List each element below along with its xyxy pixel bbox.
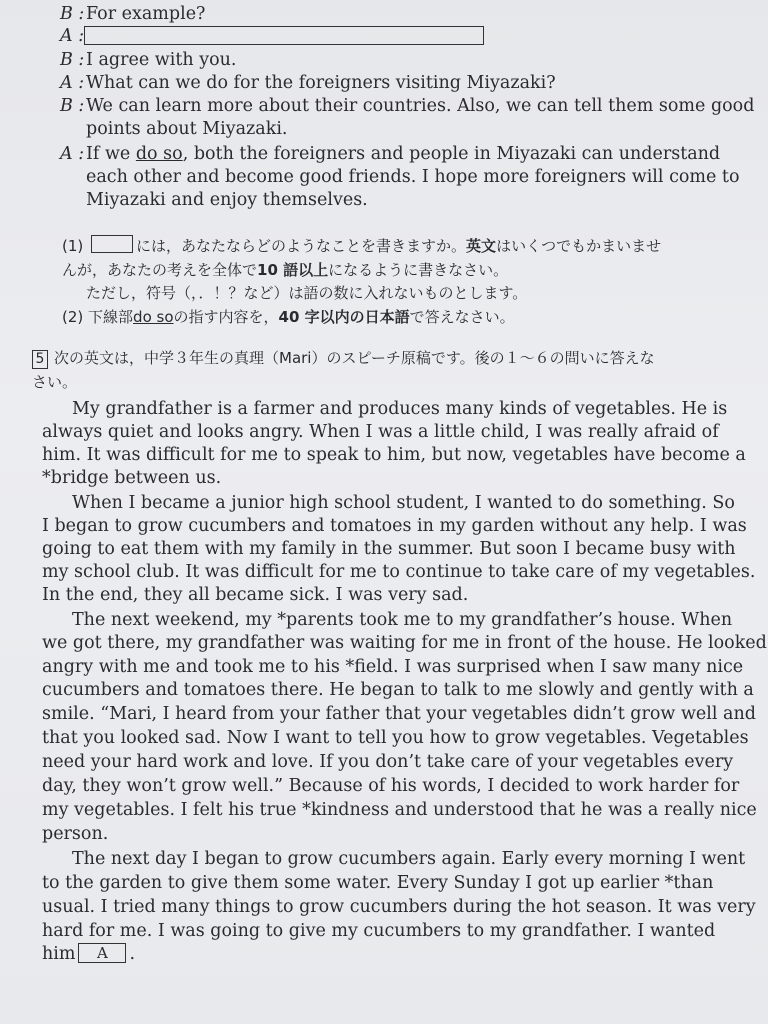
- passage-line: to the garden to give them some water. Every Sunday I got up earlier *than: [42, 873, 714, 893]
- dialogue-line: [60, 3, 205, 25]
- question-number: (2): [62, 308, 84, 326]
- speaker-label: A :: [60, 73, 85, 93]
- question-emphasis: 英文: [466, 237, 497, 255]
- passage-line: In the end, they all became sick. I was very sad.: [42, 585, 469, 605]
- dialogue-text: , both the foreigners and people in Miyazaki can understand: [182, 144, 721, 164]
- section-5-intro: [32, 347, 655, 369]
- passage-line: When I became a junior high school student, I wanted to do something. So: [72, 493, 735, 513]
- dialogue-line: [86, 189, 368, 211]
- passage-line: usual. I tried many things to grow cucumbers during the hot season. It was very: [42, 897, 756, 917]
- blank-box-A[interactable]: A: [78, 943, 126, 963]
- passage-line: The next day I began to grow cucumbers again. Early every morning I went: [72, 849, 746, 869]
- section-number: 5: [32, 350, 48, 369]
- dialogue-text: If we: [86, 144, 136, 164]
- dialogue-text: For example?: [86, 4, 206, 24]
- question-2: [62, 306, 515, 328]
- question-text: はいくつでもかまいませ: [496, 237, 662, 255]
- passage-line: *bridge between us.: [42, 468, 222, 488]
- question-number: (1): [62, 237, 84, 255]
- question-text: になるように書きなさい。: [328, 261, 509, 279]
- passage-line: My grandfather is a farmer and produces many kinds of vegetables. He is: [72, 399, 728, 419]
- question-text: の指す内容を，: [173, 308, 279, 326]
- passage-line: my vegetables. I felt his true *kindness and understood that he was a really nice: [42, 800, 757, 820]
- speaker-label: A :: [60, 26, 85, 46]
- speaker-label: B :: [60, 50, 85, 70]
- speaker-label: A :: [60, 144, 85, 164]
- dialogue-line: [60, 72, 556, 94]
- speaker-label: B :: [60, 96, 85, 116]
- passage-line: hard for me. I was going to give my cucumbers to my grandfather. I wanted: [42, 921, 716, 941]
- passage-line: smile. “Mari, I heard from your father that your vegetables didn’t grow well and: [42, 704, 756, 724]
- passage-line: my school club. It was difficult for me to continue to take care of my vegetables.: [42, 562, 756, 582]
- dialogue-line: [60, 95, 754, 117]
- section-intro-text: さい。: [32, 373, 78, 391]
- passage-line: that you looked sad. Now I want to tell you how to grow vegetables. Vegetables: [42, 728, 749, 748]
- dialogue-line: [60, 25, 86, 47]
- dialogue-line: [60, 143, 720, 165]
- passage-last-line: [42, 943, 135, 965]
- answer-box-blank-ref: [91, 235, 133, 253]
- question-1: [62, 235, 661, 257]
- passage-line: we got there, my grandfather was waiting for me in front of the house. He looked: [42, 633, 767, 653]
- question-text: んが，あなたの考えを全体で: [62, 261, 258, 279]
- passage-line: angry with me and took me to his *field. I was surprised when I saw many nice: [42, 657, 744, 677]
- question-text: 下線部: [88, 308, 134, 326]
- question-emphasis: 10 語以上: [257, 261, 329, 279]
- passage-line: cucumbers and tomatoes there. He began to talk to me slowly and gently with a: [42, 680, 754, 700]
- section-5-intro-line2: [32, 371, 77, 393]
- dialogue-text: points about Miyazaki.: [86, 119, 288, 139]
- passage-line: person.: [42, 824, 109, 844]
- passage-text: him: [42, 944, 76, 964]
- section-intro-text: 次の英文は，中学３年生の真理（Mari）のスピーチ原稿です。後の１～６の問いに答えな: [54, 349, 655, 367]
- question-text: ただし，符号（，．！？など）は語の数に入れないものとします。: [86, 284, 528, 302]
- dialogue-text: Miyazaki and enjoy themselves.: [86, 190, 368, 210]
- passage-line: day, they won’t grow well.” Because of his words, I decided to work harder for: [42, 776, 740, 796]
- dialogue-text: I agree with you.: [86, 50, 237, 70]
- dialogue-line: [86, 166, 739, 188]
- dialogue-text: each other and become good friends. I hope more foreigners will come to: [86, 167, 740, 187]
- question-text: で答えなさい。: [409, 308, 515, 326]
- passage-line: him. It was difficult for me to speak to him, but now, vegetables have become a: [42, 445, 746, 465]
- question-text: には，あなたならどのようなことを書きますか。: [136, 237, 467, 255]
- passage-line: need your hard work and love. If you don’t take care of your vegetables every: [42, 752, 734, 772]
- question-emphasis: 40 字以内の日本語: [278, 308, 410, 326]
- passage-line: always quiet and looks angry. When I was a little child, I was really afraid of: [42, 422, 719, 442]
- question-underlined: do so: [133, 308, 174, 326]
- answer-box-blank[interactable]: [84, 26, 484, 45]
- dialogue-text: What can we do for the foreigners visiting Miyazaki?: [86, 73, 556, 93]
- question-1-line2: [62, 259, 508, 281]
- speaker-label: B :: [60, 4, 85, 24]
- passage-line: I began to grow cucumbers and tomatoes in my garden without any help. I was: [42, 516, 747, 536]
- dialogue-text: We can learn more about their countries. Also, we can tell them some good: [86, 96, 755, 116]
- question-1-line3: [86, 282, 527, 304]
- underlined-phrase: do so: [135, 144, 183, 164]
- passage-text: .: [129, 944, 136, 964]
- passage-line: going to eat them with my family in the summer. But soon I became busy with: [42, 539, 736, 559]
- passage-line: The next weekend, my *parents took me to my grandfather’s house. When: [72, 610, 733, 630]
- dialogue-line: [86, 118, 287, 140]
- dialogue-line: [60, 49, 236, 71]
